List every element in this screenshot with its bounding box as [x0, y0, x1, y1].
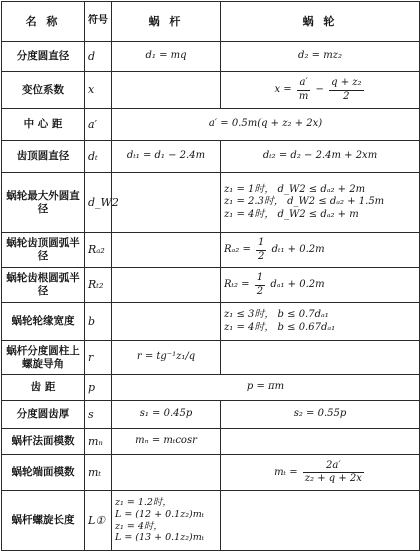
wheel-formula: [221, 72, 420, 109]
param-name: 蜗轮齿根圆弧半径: [2, 268, 85, 303]
worm-empty: [112, 173, 221, 233]
table-row: [2, 42, 420, 72]
formula-line: z₁ = 4时， b ≤ 0.67dₐ₁: [224, 321, 336, 333]
param-symbol: d_W2: [85, 173, 112, 233]
param-name: 齿顶圆直径: [2, 141, 85, 173]
table-row: [2, 341, 420, 375]
parameter-sheet: [1, 1, 419, 544]
param-name: 蜗杆分度圆柱上螺旋导角: [2, 341, 85, 375]
worm-empty: [112, 233, 221, 268]
param-name: 蜗轮最大外圆直径: [2, 173, 85, 233]
table-row: [2, 268, 420, 303]
formula-line: z₁ = 4时，: [115, 520, 163, 532]
fraction: [329, 77, 363, 102]
param-symbol: p: [85, 375, 112, 401]
worm-formula: [112, 491, 221, 551]
fraction-num: 2a′: [303, 460, 364, 473]
fraction: [297, 77, 310, 102]
worm-formula: d₁ = mq: [112, 42, 221, 72]
wheel-formula: [221, 455, 420, 491]
formula-line: z₁ = 4时， d_W2 ≤ dₐ₂ + m: [224, 208, 359, 220]
param-symbol: s: [85, 401, 112, 429]
table-row: [2, 233, 420, 268]
param-name: 蜗轮轮缘宽度: [2, 303, 85, 341]
worm-formula: s₁ = 0.45p: [112, 401, 221, 429]
fraction-num: a′: [297, 77, 310, 90]
param-name: 蜗轮齿顶圆弧半径: [2, 233, 85, 268]
param-name: 蜗轮端面模数: [2, 455, 85, 491]
table-row: [2, 109, 420, 141]
fraction-num: 1: [255, 272, 265, 285]
table-row: [2, 455, 420, 491]
wheel-formula: [221, 303, 420, 341]
worm-empty: [112, 303, 221, 341]
fraction-den: 2: [258, 250, 265, 262]
formula-line: z₁ = 1.2时，: [115, 497, 172, 509]
wheel-formula: [221, 233, 420, 268]
fraction: [255, 272, 265, 297]
formula-line: L = (13 + 0.1z₂)mₜ: [115, 532, 205, 544]
fraction-num: 1: [256, 237, 266, 250]
formula-part: Rₐ₂ =: [224, 244, 251, 256]
param-symbol: mₙ: [85, 429, 112, 455]
fraction: [303, 460, 364, 485]
param-symbol: Rₐ₂: [85, 233, 112, 268]
table-row: [2, 173, 420, 233]
param-symbol: Rₜ₂: [85, 268, 112, 303]
formula-part: mₜ =: [274, 467, 298, 478]
worm-formula: mₙ = mₜcosr: [112, 429, 221, 455]
param-name: 分度圆直径: [2, 42, 85, 72]
header-symbol: 符号: [85, 2, 112, 42]
param-symbol: dₜ: [85, 141, 112, 173]
wheel-formula: dₜ₂ = d₂ − 2.4m + 2xm: [221, 141, 420, 173]
param-symbol: mₜ: [85, 455, 112, 491]
wheel-empty: [221, 429, 420, 455]
wheel-formula: [221, 173, 420, 233]
worm-empty: [112, 72, 221, 109]
fraction-num: q + z₂: [329, 77, 363, 90]
wheel-empty: [221, 341, 420, 375]
header-row: [2, 2, 420, 42]
param-symbol: x: [85, 72, 112, 109]
table-row: [2, 429, 420, 455]
param-name: 齿 距: [2, 375, 85, 401]
shared-formula: p = πm: [112, 375, 420, 401]
formula-part: −: [315, 84, 324, 96]
fraction: [256, 237, 266, 262]
worm-formula: dₜ₁ = d₁ − 2.4m: [112, 141, 221, 173]
param-name: 变位系数: [2, 72, 85, 109]
param-symbol: b: [85, 303, 112, 341]
table-row: [2, 303, 420, 341]
param-symbol: r: [85, 341, 112, 375]
formula-part: x =: [274, 84, 292, 96]
table-row: [2, 141, 420, 173]
formula-line: z₁ = 1时， d_W2 ≤ dₐ₂ + 2m: [224, 184, 366, 196]
fraction-den: 2: [256, 285, 264, 297]
fraction-den: m: [298, 90, 309, 102]
param-symbol: L①: [85, 491, 112, 551]
table-row: [2, 491, 420, 551]
shared-formula: a′ = 0.5m(q + z₂ + 2x): [112, 109, 420, 141]
param-name: 中 心 距: [2, 109, 85, 141]
formula-part: Rₜ₂ =: [224, 279, 250, 291]
param-symbol: a′: [85, 109, 112, 141]
worm-empty: [112, 455, 221, 491]
table-row: [2, 375, 420, 401]
formula-line: z₁ = 2.3时， d_W2 ≤ dₐ₂ + 1.5m: [224, 196, 385, 208]
param-name: 蜗杆螺旋长度: [2, 491, 85, 551]
wheel-formula: [221, 268, 420, 303]
formula-line: z₁ ≤ 3时， b ≤ 0.7dₐ₁: [224, 309, 329, 321]
wheel-formula: s₂ = 0.55p: [221, 401, 420, 429]
formula-part: dₐ₁ + 0.2m: [270, 279, 325, 291]
header-name: 名 称: [2, 2, 85, 42]
worm-empty: [112, 268, 221, 303]
worm-formula: r = tg⁻¹z₁/q: [112, 341, 221, 375]
param-symbol: d: [85, 42, 112, 72]
header-worm: 蜗 杆: [112, 2, 221, 42]
header-wheel: 蜗 轮: [221, 2, 420, 42]
fraction-den: 2: [343, 90, 350, 102]
param-name: 分度圆齿厚: [2, 401, 85, 429]
formula-part: dₜ₁ + 0.2m: [271, 244, 325, 256]
table-row: [2, 401, 420, 429]
param-name: 蜗杆法面模数: [2, 429, 85, 455]
formula-line: L = (12 + 0.1z₂)mₜ: [115, 508, 205, 520]
wheel-formula: d₂ = mz₂: [221, 42, 420, 72]
wheel-empty: [221, 491, 420, 551]
fraction-den: z₂ + q + 2x: [304, 473, 362, 484]
worm-gear-table: [1, 1, 420, 551]
table-row: [2, 72, 420, 109]
